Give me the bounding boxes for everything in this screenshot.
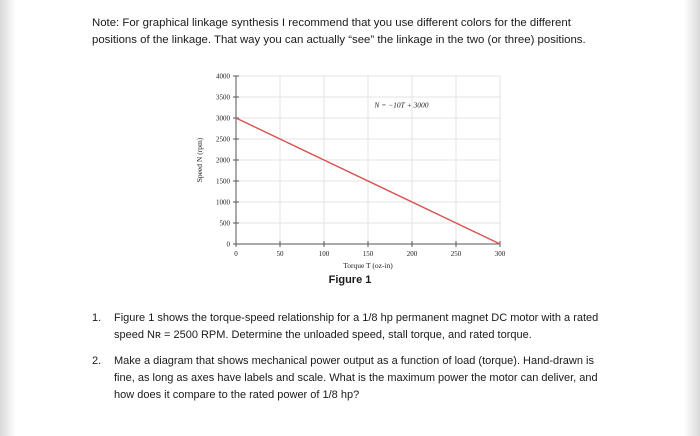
- y-tick-label: 3500: [216, 93, 230, 102]
- y-tick-label: 2500: [216, 135, 230, 144]
- x-tick-label: 300: [494, 250, 506, 258]
- equation-annotation: N = −10T + 3000: [374, 100, 429, 110]
- figure-caption: Figure 1: [328, 274, 372, 286]
- left-page-shadow: [0, 0, 16, 436]
- question-list: [92, 310, 612, 413]
- question-text: Figure 1 shows the torque-speed relationship for a 1/8 hp permanent magnet DC motor with a rated speed Nʀ = 2500 RPM. Determine the unloaded speed, stall torque, and rated torque.: [114, 312, 599, 341]
- y-tick-label: 4000: [216, 72, 230, 81]
- question-item: [92, 353, 612, 404]
- torque-speed-chart: [190, 62, 520, 292]
- y-tick-label: 1500: [216, 177, 230, 186]
- x-tick-label: 50: [276, 250, 284, 258]
- question-item: [92, 310, 612, 344]
- x-tick-label: 0: [234, 250, 238, 258]
- x-tick-label: 150: [362, 250, 374, 258]
- x-axis-title: Torque T (oz-in): [343, 261, 393, 270]
- y-axis-title: Speed N (rpm): [195, 137, 204, 183]
- y-tick-label: 1000: [216, 198, 230, 207]
- y-tick-label: 500: [219, 219, 230, 228]
- chart-svg: [190, 62, 520, 292]
- right-page-shadow: [684, 0, 700, 436]
- question-number: 2.: [92, 355, 102, 367]
- x-tick-label: 200: [406, 250, 418, 258]
- y-tick-label: 0: [226, 240, 230, 249]
- y-tick-label: 3000: [216, 114, 230, 123]
- note-paragraph: Note: For graphical linkage synthesis I recommend that you use different colors for the different positions of the linkage. That way you can actually “see” the linkage in the two (or three) positions.: [92, 17, 586, 46]
- y-tick-label: 2000: [216, 156, 230, 165]
- question-text: Make a diagram that shows mechanical power output as a function of load (torque). Hand-drawn is fine, as long as axes have labels and scale. What is the maximum power the motor can deliver, and how does it compare to the rated power of 1/8 hp?: [114, 355, 598, 401]
- x-tick-label: 100: [318, 250, 330, 258]
- question-number: 1.: [92, 312, 102, 324]
- x-tick-label: 250: [450, 250, 462, 258]
